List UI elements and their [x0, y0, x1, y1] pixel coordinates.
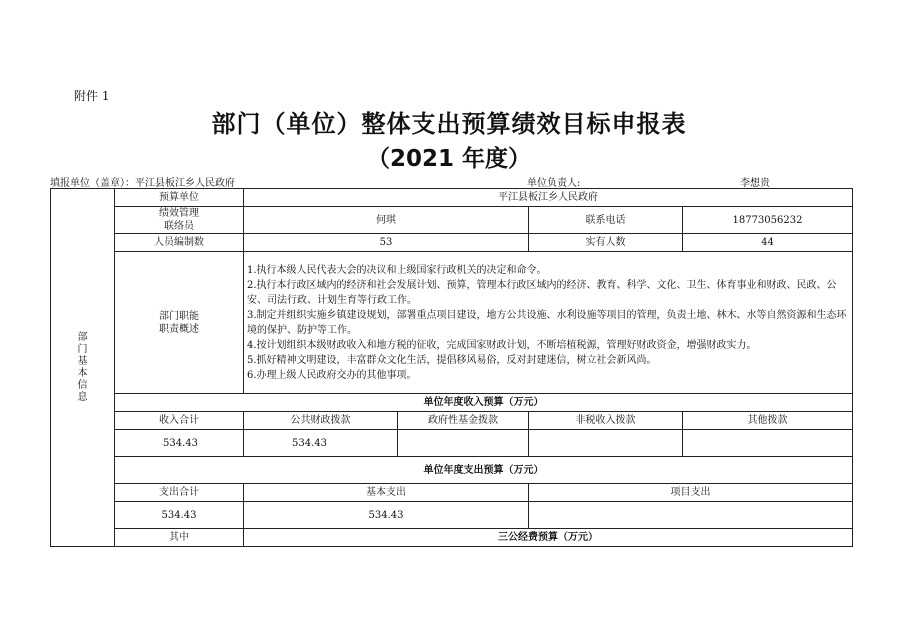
filing-unit: 填报单位（盖章）：平江县板江乡人民政府 [50, 178, 235, 189]
table-row [51, 412, 853, 430]
expense-section-header: 单位年度支出预算（万元） [115, 457, 853, 484]
table-row [51, 430, 853, 457]
duty-item: 6.办理上级人民政府交办的其他事项。 [247, 369, 417, 381]
contact-label [115, 207, 244, 234]
actual-staff-value: 44 [683, 234, 853, 252]
duties-label-line2: 职责概述 [159, 323, 199, 335]
income-public-value: 534.43 [244, 430, 398, 457]
income-section-header: 单位年度收入预算（万元） [115, 394, 853, 412]
budget-unit-value: 平江县板江乡人民政府 [244, 189, 853, 207]
side-label-cell [51, 189, 115, 547]
expense-basic-value: 534.43 [244, 502, 529, 529]
duty-item: 5.抓好精神文明建设，丰富群众文化生活，提倡移风易俗，反对封建迷信，树立社会新风尚。 [247, 354, 657, 366]
table-row [51, 252, 853, 394]
actual-staff-label: 实有人数 [529, 234, 683, 252]
performance-form-table [50, 188, 853, 547]
income-header-nontax: 非税收入拨款 [529, 412, 683, 430]
income-fund-value [398, 430, 529, 457]
year-subtitle: （2021 年度） [366, 146, 532, 172]
duties-label-line1: 部门职能 [159, 310, 199, 322]
table-row [51, 529, 853, 547]
expense-header-project: 项目支出 [529, 484, 853, 502]
three-public-section-header: 三公经费预算（万元） [244, 529, 853, 547]
attachment-label: 附件 1 [74, 89, 110, 103]
duty-item: 2.执行本行政区域内的经济和社会发展计划、预算，管理本行政区域内的经济、教育、科学、文化、卫生、体育事业和财政、民政、公安、司法行政、计划生育等行政工作。 [247, 279, 837, 306]
income-header-fund: 政府性基金拨款 [398, 412, 529, 430]
income-header-total: 收入合计 [115, 412, 244, 430]
table-row [51, 502, 853, 529]
of-which-label: 其中 [115, 529, 244, 547]
duty-item: 3.制定并组织实施乡镇建设规划，部署重点项目建设，地方公共设施、水利设施等项目的管理，负责土地、林木、水等自然资源和生态环境的保护、防护等工作。 [247, 309, 847, 336]
responsible-label: 单位负责人: [527, 178, 581, 189]
duties-content [244, 252, 853, 394]
table-row [51, 207, 853, 234]
income-nontax-value [529, 430, 683, 457]
income-header-public: 公共财政拨款 [244, 412, 398, 430]
contact-value: 何琪 [244, 207, 529, 234]
staff-quota-value: 53 [244, 234, 529, 252]
duties-label [115, 252, 244, 394]
phone-value: 18773056232 [683, 207, 853, 234]
table-row [51, 189, 853, 207]
duty-item: 1.执行本级人民代表大会的决议和上级国家行政机关的决定和命令。 [247, 264, 547, 276]
income-other-value [683, 430, 853, 457]
contact-label-line1: 绩效管理 [159, 208, 199, 219]
table-row [51, 234, 853, 252]
expense-project-value [529, 502, 853, 529]
budget-unit-label: 预算单位 [115, 189, 244, 207]
duty-item: 4.按计划组织本级财政收入和地方税的征收，完成国家财政计划，不断培植税源，管理好财政资金，增强财政实力。 [247, 339, 757, 351]
income-header-other: 其他拨款 [683, 412, 853, 430]
side-label: 部门基本信息 [77, 331, 88, 403]
staff-quota-label: 人员编制数 [115, 234, 244, 252]
table-row [51, 457, 853, 484]
expense-header-basic: 基本支出 [244, 484, 529, 502]
phone-label: 联系电话 [529, 207, 683, 234]
page-title: 部门（单位）整体支出预算绩效目标申报表 [211, 110, 687, 138]
contact-label-line2: 联络员 [164, 221, 194, 232]
responsible-name: 李想贵 [740, 178, 770, 189]
table-row [51, 484, 853, 502]
expense-header-total: 支出合计 [115, 484, 244, 502]
expense-total-value: 534.43 [115, 502, 244, 529]
table-row [51, 394, 853, 412]
income-total-value: 534.43 [115, 430, 244, 457]
